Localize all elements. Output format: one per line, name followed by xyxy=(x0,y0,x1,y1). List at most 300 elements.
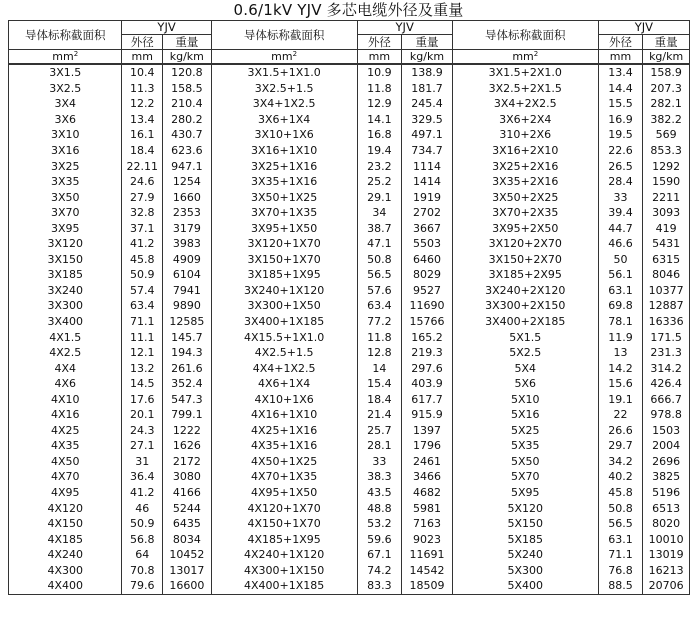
section-cell-1: 4X25 xyxy=(9,423,122,439)
od-cell-2: 34 xyxy=(357,205,402,221)
section-cell-1: 3X6 xyxy=(9,112,122,128)
od-cell-1: 46 xyxy=(122,500,163,516)
weight-cell-3: 231.3 xyxy=(643,345,690,361)
weight-cell-3: 5431 xyxy=(643,236,690,252)
column-header-section-3: 导体标称截面积 xyxy=(452,21,598,50)
weight-cell-3: 282.1 xyxy=(643,96,690,112)
section-cell-3: 5X120 xyxy=(452,500,598,516)
table-row xyxy=(9,454,690,470)
od-cell-2: 33 xyxy=(357,454,402,470)
weight-cell-1: 280.2 xyxy=(163,112,212,128)
section-cell-2: 4X6+1X4 xyxy=(211,376,357,392)
unit-weight-2: kg/km xyxy=(402,50,453,65)
od-cell-3: 26.6 xyxy=(598,423,643,439)
weight-cell-3: 8046 xyxy=(643,267,690,283)
table-row xyxy=(9,329,690,345)
od-cell-2: 83.3 xyxy=(357,578,402,594)
od-cell-2: 43.5 xyxy=(357,485,402,501)
weight-cell-3: 16336 xyxy=(643,314,690,330)
section-cell-3: 3X240+2X120 xyxy=(452,283,598,299)
od-cell-3: 46.6 xyxy=(598,236,643,252)
weight-cell-1: 2172 xyxy=(163,454,212,470)
section-cell-1: 4X150 xyxy=(9,516,122,532)
od-cell-1: 12.1 xyxy=(122,345,163,361)
od-cell-1: 57.4 xyxy=(122,283,163,299)
weight-cell-2: 617.7 xyxy=(402,391,453,407)
table-row xyxy=(9,423,690,439)
od-cell-3: 26.5 xyxy=(598,158,643,174)
weight-cell-2: 14542 xyxy=(402,563,453,579)
od-cell-2: 47.1 xyxy=(357,236,402,252)
table-row xyxy=(9,158,690,174)
weight-cell-3: 6315 xyxy=(643,252,690,268)
section-cell-2: 4X400+1X185 xyxy=(211,578,357,594)
section-cell-2: 4X35+1X16 xyxy=(211,438,357,454)
column-header-type-3: YJV xyxy=(598,21,689,35)
section-cell-1: 3X16 xyxy=(9,143,122,159)
weight-cell-3: 419 xyxy=(643,220,690,236)
od-cell-2: 53.2 xyxy=(357,516,402,532)
section-cell-2: 4X120+1X70 xyxy=(211,500,357,516)
weight-cell-1: 1222 xyxy=(163,423,212,439)
column-header-section-1: 导体标称截面积 xyxy=(9,21,122,50)
section-cell-2: 4X10+1X6 xyxy=(211,391,357,407)
weight-cell-1: 1660 xyxy=(163,189,212,205)
od-cell-3: 14.2 xyxy=(598,360,643,376)
od-cell-2: 19.4 xyxy=(357,143,402,159)
table-row xyxy=(9,64,690,81)
weight-cell-1: 430.7 xyxy=(163,127,212,143)
weight-cell-2: 181.7 xyxy=(402,81,453,97)
table-row xyxy=(9,283,690,299)
od-cell-1: 50.9 xyxy=(122,516,163,532)
section-cell-3: 5X6 xyxy=(452,376,598,392)
section-cell-2: 4X150+1X70 xyxy=(211,516,357,532)
table-row xyxy=(9,236,690,252)
table-row xyxy=(9,485,690,501)
od-cell-1: 56.8 xyxy=(122,531,163,547)
section-cell-2: 3X35+1X16 xyxy=(211,174,357,190)
weight-cell-3: 382.2 xyxy=(643,112,690,128)
weight-cell-2: 1796 xyxy=(402,438,453,454)
section-cell-3: 5X10 xyxy=(452,391,598,407)
od-cell-3: 44.7 xyxy=(598,220,643,236)
weight-cell-2: 165.2 xyxy=(402,329,453,345)
weight-cell-1: 1626 xyxy=(163,438,212,454)
weight-cell-1: 9890 xyxy=(163,298,212,314)
od-cell-2: 12.8 xyxy=(357,345,402,361)
od-cell-2: 38.7 xyxy=(357,220,402,236)
od-cell-3: 28.4 xyxy=(598,174,643,190)
weight-cell-3: 2696 xyxy=(643,454,690,470)
od-cell-2: 16.8 xyxy=(357,127,402,143)
unit-weight-1: kg/km xyxy=(163,50,212,65)
weight-cell-1: 3983 xyxy=(163,236,212,252)
section-cell-1: 3X10 xyxy=(9,127,122,143)
od-cell-2: 67.1 xyxy=(357,547,402,563)
od-cell-3: 33 xyxy=(598,189,643,205)
weight-cell-1: 4166 xyxy=(163,485,212,501)
od-cell-3: 78.1 xyxy=(598,314,643,330)
section-cell-3: 3X400+2X185 xyxy=(452,314,598,330)
table-row xyxy=(9,267,690,283)
od-cell-1: 63.4 xyxy=(122,298,163,314)
section-cell-2: 4X50+1X25 xyxy=(211,454,357,470)
od-cell-1: 12.2 xyxy=(122,96,163,112)
section-cell-3: 5X400 xyxy=(452,578,598,594)
section-cell-3: 310+2X6 xyxy=(452,127,598,143)
od-cell-2: 10.9 xyxy=(357,64,402,81)
od-cell-2: 11.8 xyxy=(357,329,402,345)
weight-cell-3: 978.8 xyxy=(643,407,690,423)
weight-cell-1: 3080 xyxy=(163,469,212,485)
section-cell-1: 3X120 xyxy=(9,236,122,252)
od-cell-3: 34.2 xyxy=(598,454,643,470)
table-row xyxy=(9,127,690,143)
weight-cell-2: 219.3 xyxy=(402,345,453,361)
od-cell-2: 15.4 xyxy=(357,376,402,392)
od-cell-1: 36.4 xyxy=(122,469,163,485)
section-cell-1: 4X50 xyxy=(9,454,122,470)
unit-od-3: mm xyxy=(598,50,643,65)
weight-cell-3: 158.9 xyxy=(643,64,690,81)
od-cell-2: 12.9 xyxy=(357,96,402,112)
section-cell-3: 5X1.5 xyxy=(452,329,598,345)
section-cell-1: 4X16 xyxy=(9,407,122,423)
od-cell-3: 71.1 xyxy=(598,547,643,563)
weight-cell-1: 145.7 xyxy=(163,329,212,345)
od-cell-2: 14 xyxy=(357,360,402,376)
weight-cell-1: 13017 xyxy=(163,563,212,579)
weight-cell-2: 3667 xyxy=(402,220,453,236)
column-header-type-1: YJV xyxy=(122,21,211,35)
od-cell-1: 27.1 xyxy=(122,438,163,454)
section-cell-2: 4X70+1X35 xyxy=(211,469,357,485)
weight-cell-3: 12887 xyxy=(643,298,690,314)
weight-cell-3: 853.3 xyxy=(643,143,690,159)
od-cell-1: 16.1 xyxy=(122,127,163,143)
table-row xyxy=(9,205,690,221)
table-row xyxy=(9,345,690,361)
od-cell-1: 24.6 xyxy=(122,174,163,190)
od-cell-3: 40.2 xyxy=(598,469,643,485)
od-cell-3: 50.8 xyxy=(598,500,643,516)
od-cell-1: 13.2 xyxy=(122,360,163,376)
section-cell-2: 4X25+1X16 xyxy=(211,423,357,439)
section-cell-1: 4X70 xyxy=(9,469,122,485)
section-cell-1: 3X4 xyxy=(9,96,122,112)
weight-cell-1: 261.6 xyxy=(163,360,212,376)
od-cell-3: 63.1 xyxy=(598,531,643,547)
section-cell-3: 5X300 xyxy=(452,563,598,579)
weight-cell-1: 120.8 xyxy=(163,64,212,81)
weight-cell-2: 1114 xyxy=(402,158,453,174)
od-cell-3: 22 xyxy=(598,407,643,423)
od-cell-3: 63.1 xyxy=(598,283,643,299)
weight-cell-1: 12585 xyxy=(163,314,212,330)
od-cell-1: 10.4 xyxy=(122,64,163,81)
section-cell-1: 4X6 xyxy=(9,376,122,392)
section-cell-3: 5X2.5 xyxy=(452,345,598,361)
column-header-weight-3: 重量 xyxy=(643,35,690,50)
section-cell-2: 3X4+1X2.5 xyxy=(211,96,357,112)
weight-cell-3: 1590 xyxy=(643,174,690,190)
weight-cell-2: 3466 xyxy=(402,469,453,485)
od-cell-2: 59.6 xyxy=(357,531,402,547)
weight-cell-1: 799.1 xyxy=(163,407,212,423)
column-header-weight-1: 重量 xyxy=(163,35,212,50)
od-cell-1: 71.1 xyxy=(122,314,163,330)
table-row xyxy=(9,391,690,407)
od-cell-1: 18.4 xyxy=(122,143,163,159)
od-cell-1: 79.6 xyxy=(122,578,163,594)
weight-cell-1: 623.6 xyxy=(163,143,212,159)
section-cell-1: 4X300 xyxy=(9,563,122,579)
weight-cell-3: 20706 xyxy=(643,578,690,594)
section-cell-1: 4X400 xyxy=(9,578,122,594)
section-cell-3: 3X50+2X25 xyxy=(452,189,598,205)
od-cell-2: 56.5 xyxy=(357,267,402,283)
section-cell-2: 3X70+1X35 xyxy=(211,205,357,221)
section-cell-1: 3X95 xyxy=(9,220,122,236)
weight-cell-3: 13019 xyxy=(643,547,690,563)
weight-cell-2: 11691 xyxy=(402,547,453,563)
od-cell-1: 70.8 xyxy=(122,563,163,579)
section-cell-2: 4X2.5+1.5 xyxy=(211,345,357,361)
section-cell-2: 3X50+1X25 xyxy=(211,189,357,205)
od-cell-3: 15.6 xyxy=(598,376,643,392)
weight-cell-1: 7941 xyxy=(163,283,212,299)
weight-cell-2: 11690 xyxy=(402,298,453,314)
section-cell-3: 5X95 xyxy=(452,485,598,501)
od-cell-3: 13 xyxy=(598,345,643,361)
weight-cell-2: 2702 xyxy=(402,205,453,221)
section-cell-3: 5X185 xyxy=(452,531,598,547)
section-cell-1: 3X50 xyxy=(9,189,122,205)
section-cell-2: 4X300+1X150 xyxy=(211,563,357,579)
table-row xyxy=(9,298,690,314)
section-cell-2: 3X2.5+1.5 xyxy=(211,81,357,97)
od-cell-1: 13.4 xyxy=(122,112,163,128)
column-header-od-1: 外径 xyxy=(122,35,163,50)
table-row xyxy=(9,531,690,547)
od-cell-3: 76.8 xyxy=(598,563,643,579)
weight-cell-1: 352.4 xyxy=(163,376,212,392)
weight-cell-3: 2004 xyxy=(643,438,690,454)
od-cell-2: 25.7 xyxy=(357,423,402,439)
weight-cell-2: 1397 xyxy=(402,423,453,439)
weight-cell-3: 1292 xyxy=(643,158,690,174)
od-cell-2: 63.4 xyxy=(357,298,402,314)
weight-cell-3: 426.4 xyxy=(643,376,690,392)
table-row xyxy=(9,189,690,205)
od-cell-1: 20.1 xyxy=(122,407,163,423)
header-row-type xyxy=(9,21,690,35)
section-cell-3: 5X25 xyxy=(452,423,598,439)
unit-area-3: $mm^2$ xyxy=(452,50,598,65)
weight-cell-3: 207.3 xyxy=(643,81,690,97)
section-cell-1: 4X240 xyxy=(9,547,122,563)
od-cell-3: 56.1 xyxy=(598,267,643,283)
weight-cell-1: 947.1 xyxy=(163,158,212,174)
weight-cell-2: 5503 xyxy=(402,236,453,252)
table-row xyxy=(9,112,690,128)
section-cell-2: 4X95+1X50 xyxy=(211,485,357,501)
section-cell-2: 4X16+1X10 xyxy=(211,407,357,423)
section-cell-2: 3X95+1X50 xyxy=(211,220,357,236)
weight-cell-2: 497.1 xyxy=(402,127,453,143)
od-cell-3: 19.1 xyxy=(598,391,643,407)
weight-cell-2: 15766 xyxy=(402,314,453,330)
weight-cell-1: 1254 xyxy=(163,174,212,190)
od-cell-1: 32.8 xyxy=(122,205,163,221)
weight-cell-2: 734.7 xyxy=(402,143,453,159)
weight-cell-1: 210.4 xyxy=(163,96,212,112)
weight-cell-3: 5196 xyxy=(643,485,690,501)
od-cell-3: 56.5 xyxy=(598,516,643,532)
weight-cell-3: 10377 xyxy=(643,283,690,299)
section-cell-3: 3X300+2X150 xyxy=(452,298,598,314)
weight-cell-1: 158.5 xyxy=(163,81,212,97)
od-cell-1: 17.6 xyxy=(122,391,163,407)
section-cell-1: 3X35 xyxy=(9,174,122,190)
section-cell-1: 3X240 xyxy=(9,283,122,299)
section-cell-1: 4X35 xyxy=(9,438,122,454)
table-row xyxy=(9,143,690,159)
section-cell-1: 4X10 xyxy=(9,391,122,407)
section-cell-2: 3X25+1X16 xyxy=(211,158,357,174)
weight-cell-2: 8029 xyxy=(402,267,453,283)
section-cell-2: 4X185+1X95 xyxy=(211,531,357,547)
weight-cell-2: 915.9 xyxy=(402,407,453,423)
page-title: 0.6/1kV YJV 多芯电缆外径及重量 xyxy=(233,1,464,19)
section-cell-3: 5X4 xyxy=(452,360,598,376)
table-row xyxy=(9,376,690,392)
weight-cell-2: 4682 xyxy=(402,485,453,501)
column-header-weight-2: 重量 xyxy=(402,35,453,50)
od-cell-3: 13.4 xyxy=(598,64,643,81)
weight-cell-2: 245.4 xyxy=(402,96,453,112)
weight-cell-3: 666.7 xyxy=(643,391,690,407)
od-cell-2: 18.4 xyxy=(357,391,402,407)
section-cell-2: 3X185+1X95 xyxy=(211,267,357,283)
table-row xyxy=(9,469,690,485)
od-cell-2: 77.2 xyxy=(357,314,402,330)
od-cell-1: 22.11 xyxy=(122,158,163,174)
od-cell-1: 14.5 xyxy=(122,376,163,392)
header-row-units xyxy=(9,50,690,65)
section-cell-2: 4X4+1X2.5 xyxy=(211,360,357,376)
unit-od-1: mm xyxy=(122,50,163,65)
od-cell-3: 45.8 xyxy=(598,485,643,501)
weight-cell-3: 8020 xyxy=(643,516,690,532)
weight-cell-1: 194.3 xyxy=(163,345,212,361)
weight-cell-3: 10010 xyxy=(643,531,690,547)
weight-cell-3: 1503 xyxy=(643,423,690,439)
od-cell-1: 27.9 xyxy=(122,189,163,205)
table-row xyxy=(9,360,690,376)
section-cell-1: 4X95 xyxy=(9,485,122,501)
od-cell-3: 69.8 xyxy=(598,298,643,314)
weight-cell-1: 4909 xyxy=(163,252,212,268)
od-cell-1: 50.9 xyxy=(122,267,163,283)
weight-cell-3: 6513 xyxy=(643,500,690,516)
od-cell-1: 64 xyxy=(122,547,163,563)
weight-cell-2: 18509 xyxy=(402,578,453,594)
section-cell-3: 3X185+2X95 xyxy=(452,267,598,283)
weight-cell-3: 16213 xyxy=(643,563,690,579)
od-cell-1: 41.2 xyxy=(122,485,163,501)
od-cell-2: 28.1 xyxy=(357,438,402,454)
section-cell-3: 3X70+2X35 xyxy=(452,205,598,221)
section-cell-1: 3X300 xyxy=(9,298,122,314)
weight-cell-3: 3825 xyxy=(643,469,690,485)
weight-cell-3: 2211 xyxy=(643,189,690,205)
weight-cell-2: 6460 xyxy=(402,252,453,268)
section-cell-3: 3X4+2X2.5 xyxy=(452,96,598,112)
weight-cell-2: 403.9 xyxy=(402,376,453,392)
weight-cell-3: 314.2 xyxy=(643,360,690,376)
weight-cell-1: 6435 xyxy=(163,516,212,532)
section-cell-3: 5X70 xyxy=(452,469,598,485)
weight-cell-1: 8034 xyxy=(163,531,212,547)
weight-cell-3: 3093 xyxy=(643,205,690,221)
od-cell-2: 38.3 xyxy=(357,469,402,485)
od-cell-3: 88.5 xyxy=(598,578,643,594)
od-cell-3: 22.6 xyxy=(598,143,643,159)
weight-cell-1: 2353 xyxy=(163,205,212,221)
weight-cell-1: 16600 xyxy=(163,578,212,594)
section-cell-3: 3X35+2X16 xyxy=(452,174,598,190)
section-cell-2: 3X1.5+1X1.0 xyxy=(211,64,357,81)
od-cell-2: 50.8 xyxy=(357,252,402,268)
section-cell-2: 3X16+1X10 xyxy=(211,143,357,159)
od-cell-1: 11.1 xyxy=(122,329,163,345)
cable-spec-table xyxy=(8,20,690,595)
od-cell-1: 11.3 xyxy=(122,81,163,97)
section-cell-3: 3X1.5+2X1.0 xyxy=(452,64,598,81)
section-cell-2: 4X240+1X120 xyxy=(211,547,357,563)
weight-cell-2: 138.9 xyxy=(402,64,453,81)
section-cell-1: 3X70 xyxy=(9,205,122,221)
table-row xyxy=(9,563,690,579)
weight-cell-2: 9023 xyxy=(402,531,453,547)
weight-cell-2: 297.6 xyxy=(402,360,453,376)
table-row xyxy=(9,578,690,594)
od-cell-2: 14.1 xyxy=(357,112,402,128)
section-cell-1: 3X25 xyxy=(9,158,122,174)
section-cell-1: 3X1.5 xyxy=(9,64,122,81)
section-cell-1: 3X150 xyxy=(9,252,122,268)
table-row xyxy=(9,252,690,268)
od-cell-2: 29.1 xyxy=(357,189,402,205)
section-cell-1: 4X1.5 xyxy=(9,329,122,345)
weight-cell-2: 7163 xyxy=(402,516,453,532)
table-row xyxy=(9,314,690,330)
unit-area-1: $mm^2$ xyxy=(9,50,122,65)
table-row xyxy=(9,96,690,112)
column-header-type-2: YJV xyxy=(357,21,452,35)
weight-cell-1: 547.3 xyxy=(163,391,212,407)
section-cell-2: 3X400+1X185 xyxy=(211,314,357,330)
table-row xyxy=(9,547,690,563)
od-cell-3: 50 xyxy=(598,252,643,268)
section-cell-2: 3X6+1X4 xyxy=(211,112,357,128)
od-cell-3: 19.5 xyxy=(598,127,643,143)
table-row xyxy=(9,500,690,516)
section-cell-1: 3X2.5 xyxy=(9,81,122,97)
weight-cell-2: 2461 xyxy=(402,454,453,470)
